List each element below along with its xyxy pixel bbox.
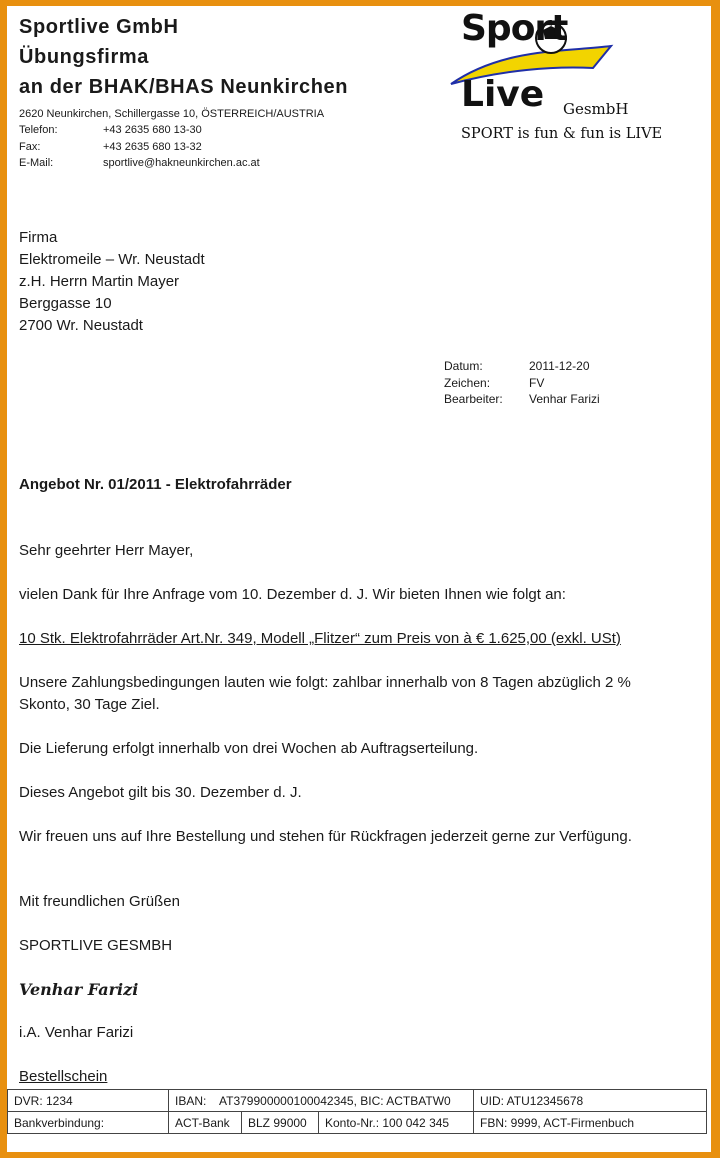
company-logo xyxy=(443,8,703,148)
logo-word-sport: Sport xyxy=(461,8,568,49)
handwritten-signature: Venhar Farizi xyxy=(19,980,139,999)
sender-line2: Übungsfirma xyxy=(19,46,149,68)
payment-terms-line1: Unsere Zahlungsbedingungen lauten wie folgt: zahlbar innerhalb von 8 Tagen abzüglich 2 % xyxy=(19,674,631,691)
meta-row xyxy=(444,358,600,375)
footer-bank-table xyxy=(7,1089,707,1134)
greeting: Mit freundlichen Grüßen xyxy=(19,893,180,910)
meta-row xyxy=(444,391,600,408)
footer-cell: ACT-Bank xyxy=(169,1112,242,1134)
closing-paragraph: Wir freuen uns auf Ihre Bestellung und stehen für Rückfragen jederzeit gerne zur Verfügung. xyxy=(19,828,632,845)
letter-page xyxy=(7,6,711,1152)
contact-label: Fax: xyxy=(19,140,41,153)
meta-label: Bearbeiter: xyxy=(444,392,503,406)
footer-cell: BLZ 99000 xyxy=(242,1112,319,1134)
contact-value: sportlive@hakneunkirchen.ac.at xyxy=(103,157,260,169)
footer-cell: FBN: 9999, ACT-Firmenbuch xyxy=(474,1112,707,1134)
recipient-line: Firma xyxy=(19,229,58,246)
recipient-line: Berggasse 10 xyxy=(19,295,112,312)
sender-address: 2620 Neunkirchen, Schillergasse 10, ÖSTERREICH/AUSTRIA xyxy=(19,108,325,120)
contact-row xyxy=(19,139,348,156)
sender-name: Sportlive GmbH xyxy=(19,16,179,38)
salutation: Sehr geehrter Herr Mayer, xyxy=(19,542,194,559)
footer-cell: IBAN: AT379900000100042345, BIC: ACTBATW0 xyxy=(169,1090,474,1112)
contact-row xyxy=(19,155,348,172)
letter-subject: Angebot Nr. 01/2011 - Elektrofahrräder xyxy=(19,476,292,493)
footer-cell: DVR: 1234 xyxy=(8,1090,169,1112)
recipient-line: Elektromeile – Wr. Neustadt xyxy=(19,251,205,268)
footer-cell: Konto-Nr.: 100 042 345 xyxy=(319,1112,474,1134)
contact-row xyxy=(19,122,348,139)
recipient-address xyxy=(19,227,205,337)
meta-value: Venhar Farizi xyxy=(529,392,600,406)
delivery-paragraph: Die Lieferung erfolgt innerhalb von drei Wochen ab Auftragserteilung. xyxy=(19,740,479,757)
sender-line3: an der BHAK/BHAS Neunkirchen xyxy=(19,76,349,98)
contact-label: E-Mail: xyxy=(19,157,54,169)
payment-terms-line2: Skonto, 30 Tage Ziel. xyxy=(19,696,160,713)
meta-label: Zeichen: xyxy=(444,375,491,390)
validity-paragraph: Dieses Angebot gilt bis 30. Dezember d. J. xyxy=(19,784,302,801)
meta-value: 2011-12-20 xyxy=(529,359,590,373)
recipient-line: z.H. Herrn Martin Mayer xyxy=(19,273,180,290)
contact-value: +43 2635 680 13-30 xyxy=(103,124,202,136)
meta-row xyxy=(444,375,600,392)
attachment-link: Bestellschein xyxy=(19,1068,108,1085)
logo-suffix: GesmbH xyxy=(563,100,629,118)
footer-row xyxy=(8,1112,707,1134)
recipient-line: 2700 Wr. Neustadt xyxy=(19,317,143,334)
intro-paragraph: vielen Dank für Ihre Anfrage vom 10. Dezember d. J. Wir bieten Ihnen wie folgt an: xyxy=(19,586,566,603)
footer-cell: UID: ATU12345678 xyxy=(474,1090,707,1112)
offer-line: 10 Stk. Elektrofahrräder Art.Nr. 349, Modell „Flitzer“ zum Preis von à € 1.625,00 (exkl. USt) xyxy=(19,630,621,647)
letter-meta xyxy=(444,358,600,408)
contact-value: +43 2635 680 13-32 xyxy=(103,140,202,153)
contact-label: Telefon: xyxy=(19,124,58,136)
meta-label: Datum: xyxy=(444,359,483,373)
meta-value: FV xyxy=(529,375,545,390)
footer-row xyxy=(8,1090,707,1112)
company-signoff: SPORTLIVE GESMBH xyxy=(19,937,173,954)
sender-block xyxy=(19,12,348,172)
logo-slogan: SPORT is fun & fun is LIVE xyxy=(461,126,663,142)
logo-word-live: Live xyxy=(461,74,545,115)
signer-name: i.A. Venhar Farizi xyxy=(19,1024,134,1041)
footer-cell: Bankverbindung: xyxy=(8,1112,169,1134)
